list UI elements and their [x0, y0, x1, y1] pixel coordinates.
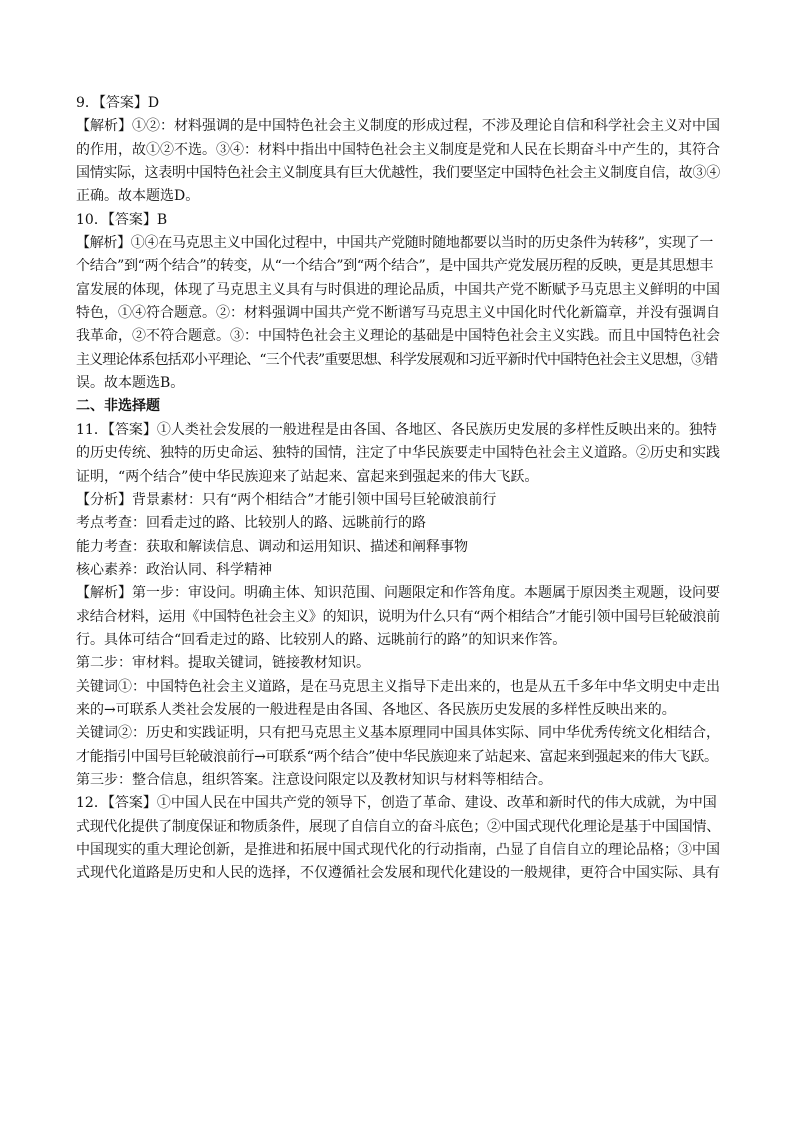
text-line: 12．【答案】①中国人民在中国共产党的领导下，创造了革命、建设、改革和新时代的伟大成就，为中国: [76, 795, 717, 812]
text-line: 证明，“两个结合”使中华民族迎来了站起来、富起来到强起来的伟大飞跃。: [76, 468, 539, 485]
text-line: 我革命，②不符合题意。③：中国特色社会主义理论的基础是中国特色社会主义实践。而且中国特色社会: [76, 328, 720, 345]
text-line: 11．【答案】①人类社会发展的一般进程是由各国、各地区、各民族历史发展的多样性反映出来的。独特: [76, 421, 717, 438]
answer-analysis-text: [76, 92, 720, 886]
text-line: 来的→可联系人类社会发展的一般进程是由各国、各地区、各民族历史发展的多样性反映出来的。: [76, 701, 676, 718]
text-line: 核心素养：政治认同、科学精神: [76, 561, 272, 578]
text-line: 富发展的体现，体现了马克思主义具有与时俱进的理论品质，中国共产党不断赋予马克思主义鲜明的中国: [76, 281, 720, 298]
text-line: 能力考查：获取和解读信息、调动和运用知识、描述和阐释事物: [76, 538, 468, 555]
text-line: 第二步：审材料。提取关键词，链接教材知识。: [76, 655, 370, 672]
text-line: 考点考查：回看走过的路、比较别人的路、远眺前行的路: [76, 515, 426, 532]
text-line: 关键词②：历史和实践证明，只有把马克思主义基本原理同中国具体实际、同中华优秀传统文化相结合，: [76, 725, 720, 742]
text-line: 【分析】背景素材：只有“两个相结合”才能引领中国号巨轮破浪前行: [76, 491, 497, 508]
text-line: 才能指引中国号巨轮破浪前行→可联系“两个结合”使中华民族迎来了站起来、富起来到强起来的伟大飞跃。: [76, 748, 718, 765]
text-line: 的历史传统、独特的历史命运、独特的国情，注定了中华民族要走中国特色社会主义道路。②历史和实践: [76, 445, 720, 462]
text-line: 式现代化道路是历史和人民的选择，不仅遵循社会发展和现代化建设的一般规律，更符合中国实际、具有: [76, 865, 720, 882]
text-line: 9．【答案】D: [76, 95, 160, 111]
text-line: 【解析】①②：材料强调的是中国特色社会主义制度的形成过程，不涉及理论自信和科学社会主义对中国: [76, 118, 720, 135]
text-line: 【解析】第一步：审设问。明确主体、知识范围、问题限定和作答角度。本题属于原因类主观题，设问要: [76, 585, 720, 602]
text-line: 求结合材料，运用《中国特色社会主义》的知识，说明为什么只有“两个相结合”才能引领中国号巨轮破浪前: [76, 608, 720, 625]
text-line: 关键词①：中国特色社会主义道路，是在马克思主义指导下走出来的，也是从五千多年中华文明史中走出: [76, 678, 720, 695]
text-line: 式现代化提供了制度保证和物质条件，展现了自信自立的奋斗底色；②中国式现代化理论是基于中国国情、: [76, 818, 720, 835]
text-line: 10．【答案】B: [76, 211, 168, 228]
text-line: 特色，①④符合题意。②：材料强调中国共产党不断谱写马克思主义中国化时代化新篇章，并没有强调自: [76, 305, 720, 322]
text-line: 正确。故本题选D。: [76, 188, 200, 205]
text-line: 主义理论体系包括邓小平理论、“三个代表”重要思想、科学发展观和习近平新时代中国特色社会主义思想，③错: [76, 351, 718, 368]
text-line: 第三步：整合信息，组织答案。注意设问限定以及教材知识与材料等相结合。: [76, 771, 552, 788]
text-line: 个结合”到“两个结合”的转变，从“一个结合”到“两个结合”，是中国共产党发展历程的反映，更是其思想丰: [76, 258, 714, 275]
text-line: 的作用，故①②不选。③④：材料中指出中国特色社会主义制度是党和人民在长期奋斗中产生的，其符合: [76, 141, 720, 158]
text-line: 【解析】①④在马克思主义中国化过程中，中国共产党随时随地都要以当时的历史条件为转移”，实现了一: [76, 235, 714, 252]
text-line: 中国现实的重大理论创新，是推进和拓展中国式现代化的行动指南，凸显了自信自立的理论品格；③中国: [76, 842, 720, 858]
text-line: 行。具体可结合“回看走过的路、比较别人的路、远眺前行的路”的知识来作答。: [76, 631, 567, 648]
text-line: 误。故本题选B。: [76, 375, 185, 392]
section-heading: 二、非选择题: [76, 398, 160, 415]
text-line: 国情实际，这表明中国特色社会主义制度具有巨大优越性，我们要坚定中国特色社会主义制度自信，故③④: [76, 165, 720, 182]
